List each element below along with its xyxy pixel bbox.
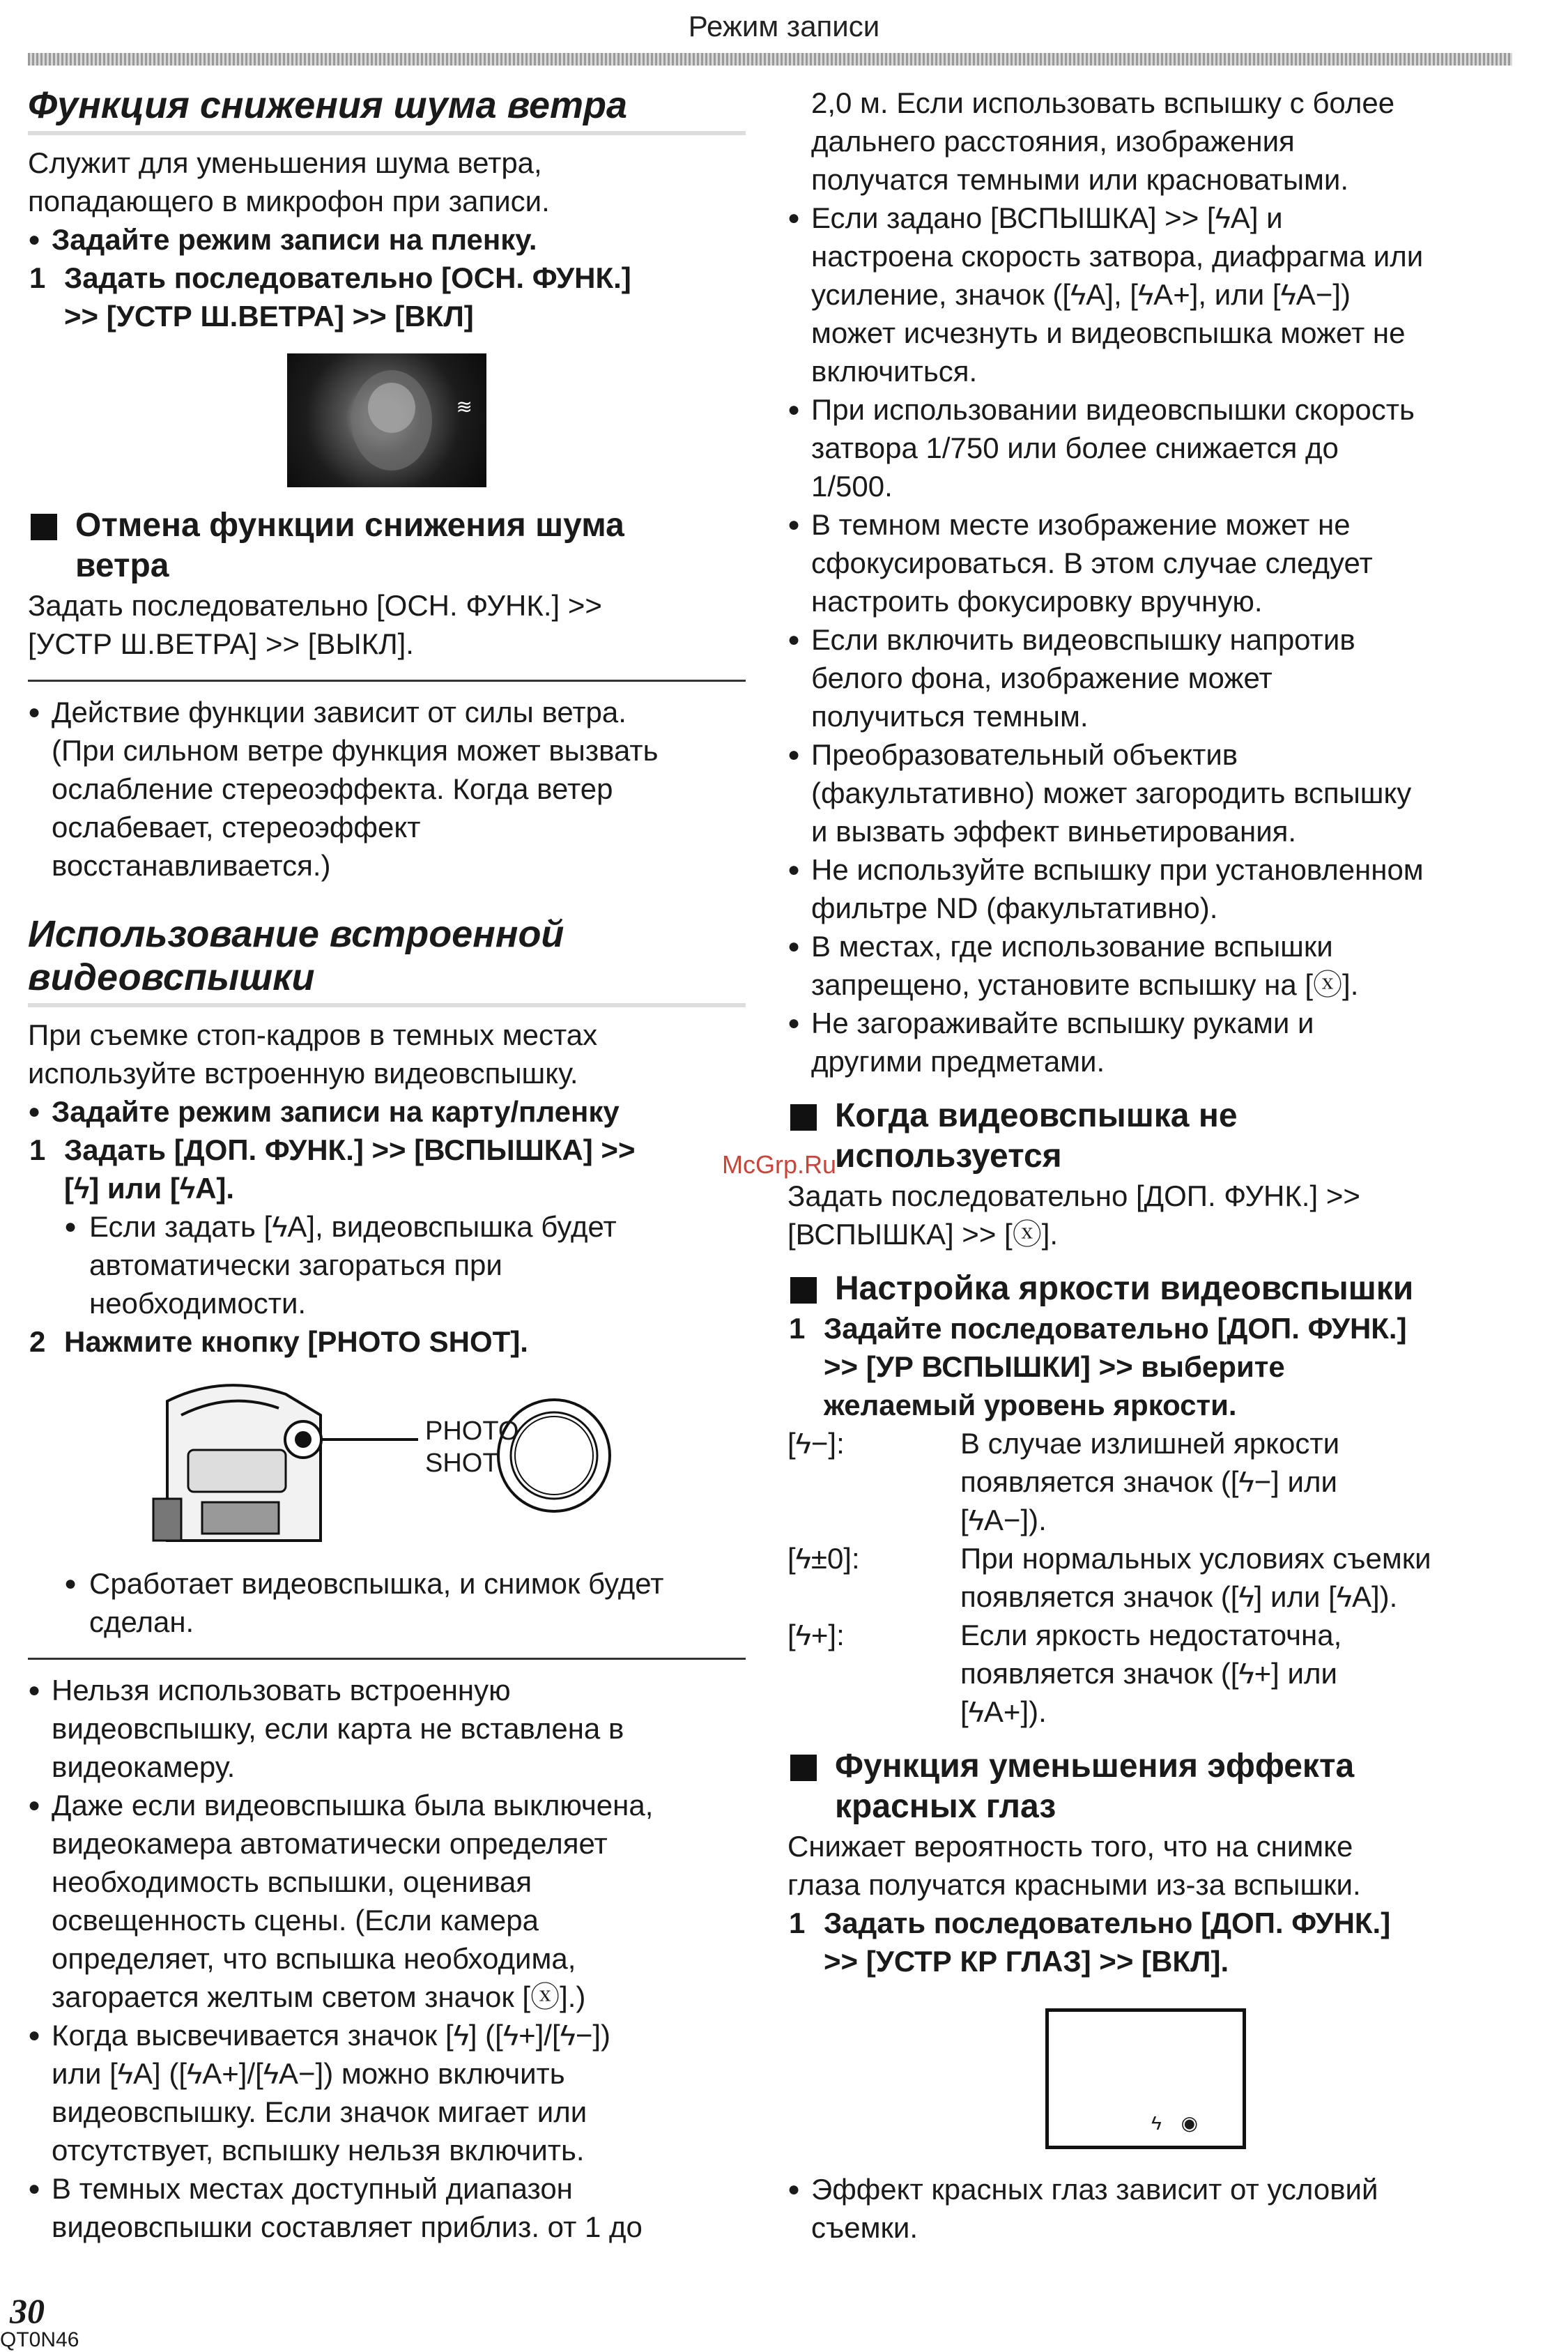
subsection-title-off-line2: используется bbox=[835, 1138, 1062, 1175]
sub-bullet: ● Если задать [ϟA], видеовспышка будет bbox=[28, 1207, 746, 1246]
note-text: получиться темным. bbox=[811, 700, 1089, 733]
left-column bbox=[28, 84, 746, 2246]
camera-drawing bbox=[28, 1373, 746, 1553]
note-text: видеокамеру. bbox=[52, 1750, 236, 1783]
camera-illustration bbox=[28, 1373, 746, 1553]
level-value: При нормальных условиях съемки появляется значок ([ϟ] или [ϟA]). bbox=[960, 1542, 1431, 1613]
level-key: [ϟ−]: bbox=[787, 1427, 845, 1460]
level-row-zero bbox=[787, 1539, 1505, 1616]
note-text: и вызвать эффект виньетирования. bbox=[811, 815, 1297, 848]
note-text: запрещено, установите вспышку на [ⓧ]. bbox=[811, 968, 1359, 1001]
paragraph: При съемке стоп-кадров в темных местах bbox=[28, 1018, 598, 1051]
paragraph: попадающего в микрофон при записи. bbox=[28, 185, 550, 217]
note-text: видеовспышку. Если значок мигает или bbox=[52, 2095, 587, 2128]
level-value: Если яркость недостаточна, появляется значок ([ϟ+] или [ϟA+]). bbox=[960, 1619, 1342, 1728]
step-text: желаемый уровень яркости. bbox=[824, 1389, 1237, 1421]
subsection-title-cancel-line2: ветра bbox=[75, 547, 169, 584]
note-text: загорается желтым светом значок [ⓧ].) bbox=[52, 1980, 586, 2013]
step-text: Задать [ДОП. ФУНК.] >> [ВСПЫШКА] >> bbox=[64, 1133, 636, 1166]
paragraph: Снижает вероятность того, что на снимке bbox=[787, 1830, 1353, 1863]
step-1 bbox=[28, 259, 746, 297]
step-text: >> [УСТР КР ГЛАЗ] >> [ВКЛ]. bbox=[824, 1945, 1229, 1978]
divider bbox=[28, 680, 746, 682]
note-bullet: ● Эффект красных глаз зависит от условий bbox=[787, 2170, 1505, 2208]
header-divider bbox=[28, 53, 1512, 66]
step-text: Задайте последовательно [ДОП. ФУНК.] bbox=[824, 1312, 1407, 1345]
paragraph: глаза получатся красными из-за вспышки. bbox=[787, 1868, 1361, 1901]
step-number: 1 bbox=[789, 1907, 806, 1939]
note-bullet: ● Даже если видеовспышка была выключена, bbox=[28, 1786, 746, 1824]
note-text: съемки. bbox=[811, 2211, 918, 2244]
note-bullet: ● Не загораживайте вспышку руками и bbox=[787, 1004, 1505, 1042]
sub-text: сделан. bbox=[89, 1605, 194, 1638]
note-text: усиление, значок ([ϟA], [ϟA+], или [ϟA−]) bbox=[811, 278, 1351, 311]
note-text: ослабление стереоэффекта. Когда ветер bbox=[52, 772, 613, 805]
level-row-plus bbox=[787, 1616, 1505, 1731]
note-bullet: ● Не используйте вспышку при установленном bbox=[787, 850, 1505, 889]
note-bullet: ● При использовании видеовспышки скорость bbox=[787, 390, 1505, 429]
step-text: >> [УСТР Ш.ВЕТРА] >> [ВКЛ] bbox=[64, 300, 474, 333]
watermark: McGrp.Ru bbox=[722, 1150, 837, 1179]
note-text: (При сильном ветре функция может вызвать bbox=[52, 734, 659, 767]
step-1 bbox=[28, 1131, 746, 1169]
note-bullet: ● В местах, где использование вспышки bbox=[787, 927, 1505, 965]
level-key: [ϟ+]: bbox=[787, 1619, 845, 1651]
note-text: определяет, что вспышка необходима, bbox=[52, 1942, 576, 1975]
document-code: QT0N46 bbox=[0, 2328, 79, 2351]
note-text: видеокамера автоматически определяет bbox=[52, 1827, 608, 1860]
step-text: >> [УР ВСПЫШКИ] >> выберите bbox=[824, 1350, 1285, 1383]
note-text: сфокусироваться. В этом случае следует bbox=[811, 547, 1373, 579]
continued-text: дальнего расстояния, изображения bbox=[811, 125, 1295, 158]
step-text: Нажмите кнопку [PHOTO SHOT]. bbox=[64, 1325, 528, 1358]
note-bullet: ● Если включить видеовспышку напротив bbox=[787, 620, 1505, 659]
note-bullet: ● Преобразовательный объектив bbox=[787, 735, 1505, 774]
note-text: видеовспышки составляет приблиз. от 1 до bbox=[52, 2210, 643, 2243]
note-bullet: ● В темных местах доступный диапазон bbox=[28, 2169, 746, 2208]
level-row-minus bbox=[787, 1424, 1505, 1539]
note-text: может исчезнуть и видеовспышка может не bbox=[811, 316, 1406, 349]
subsection-title-off: Когда видеовспышка не bbox=[787, 1096, 1505, 1136]
step-number: 1 bbox=[789, 1312, 806, 1345]
step-2 bbox=[28, 1322, 746, 1361]
level-key: [ϟ±0]: bbox=[787, 1542, 860, 1575]
note-text: настроить фокусировку вручную. bbox=[811, 585, 1263, 618]
paragraph: Задать последовательно [ДОП. ФУНК.] >> bbox=[787, 1179, 1360, 1212]
note-text: настроена скорость затвора, диафрагма или bbox=[811, 240, 1424, 273]
step-text: Задать последовательно [ДОП. ФУНК.] bbox=[824, 1907, 1391, 1939]
paragraph: Задать последовательно [ОСН. ФУНК.] >> bbox=[28, 589, 602, 622]
note-text: освещенность сцены. (Если камера bbox=[52, 1904, 539, 1937]
section-title-flash: Использование встроенной bbox=[28, 913, 564, 955]
step-number: 1 bbox=[29, 261, 46, 294]
note-text: необходимость вспышки, оценивая bbox=[52, 1865, 532, 1898]
sub-text: необходимости. bbox=[89, 1287, 307, 1320]
note-text: затвора 1/750 или более снижается до bbox=[811, 432, 1339, 464]
level-value: В случае излишней яркости появляется значок ([ϟ−] или [ϟA−]). bbox=[960, 1427, 1340, 1536]
subsection-title-redeye: Функция уменьшения эффекта bbox=[787, 1746, 1505, 1787]
note-text: фильтре ND (факультативно). bbox=[811, 892, 1218, 924]
step-1 bbox=[787, 1904, 1505, 1942]
note-text: отсутствует, вспышку нельзя включить. bbox=[52, 2134, 585, 2167]
wind-photo-figure bbox=[287, 353, 486, 487]
note-bullet: ● Когда высвечивается значок [ϟ] ([ϟ+]/[ϟ−]) bbox=[28, 2016, 746, 2054]
redeye-screen bbox=[1045, 2008, 1246, 2149]
note-text: другими предметами. bbox=[811, 1045, 1105, 1078]
step-1 bbox=[787, 1309, 1505, 1347]
section-square-icon bbox=[790, 1277, 817, 1304]
note-text: восстанавливается.) bbox=[52, 849, 331, 882]
paragraph: [УСТР Ш.ВЕТРА] >> [ВЫКЛ]. bbox=[28, 627, 414, 660]
section-square-icon bbox=[790, 1755, 817, 1781]
note-bullet: ● В темном месте изображение может не bbox=[787, 505, 1505, 544]
bullet-bold: ● Задайте режим записи на карту/пленку bbox=[28, 1092, 746, 1131]
note-text: включиться. bbox=[811, 355, 978, 388]
wind-screen-photo bbox=[287, 353, 486, 487]
continued-text: получатся темными или красноватыми. bbox=[811, 163, 1349, 196]
paragraph: [ВСПЫШКА] >> [ⓧ]. bbox=[787, 1218, 1059, 1251]
note-text: 1/500. bbox=[811, 470, 893, 503]
right-column bbox=[787, 84, 1505, 2247]
subsection-title-redeye-line2: красных глаз bbox=[835, 1788, 1056, 1825]
running-header: Режим записи bbox=[688, 10, 880, 43]
flash-redeye-icon: ϟ ◉ bbox=[1151, 2112, 1205, 2134]
note-text: (факультативно) может загородить вспышку bbox=[811, 777, 1412, 809]
step-text: Задать последовательно [ОСН. ФУНК.] bbox=[64, 261, 631, 294]
page-number: 30 bbox=[10, 2291, 45, 2330]
note-text: или [ϟA] ([ϟA+]/[ϟA−]) можно включить bbox=[52, 2057, 565, 2090]
note-text: белого фона, изображение может bbox=[811, 662, 1273, 694]
note-bullet: ● Действие функции зависит от силы ветра. bbox=[28, 693, 746, 731]
step-number: 1 bbox=[29, 1133, 46, 1166]
sub-bullet: ● Сработает видеовспышка, и снимок будет bbox=[28, 1564, 746, 1603]
note-text: ослабевает, стереоэффект bbox=[52, 811, 421, 843]
subsection-title-cancel: Отмена функции снижения шума bbox=[28, 505, 746, 546]
section-title-wind: Функция снижения шума ветра bbox=[28, 84, 746, 135]
sub-text: автоматически загораться при bbox=[89, 1248, 502, 1281]
photo-shot-label: PHOTO SHOT bbox=[425, 1416, 519, 1478]
paragraph: используйте встроенную видеовспышку. bbox=[28, 1057, 578, 1090]
paragraph: Служит для уменьшения шума ветра, bbox=[28, 146, 542, 179]
continued-text: 2,0 м. Если использовать вспышку с более bbox=[811, 86, 1395, 119]
wind-off-icon: ≋ bbox=[456, 396, 472, 418]
subsection-title-level: Настройка яркости видеовспышки bbox=[787, 1269, 1505, 1309]
note-bullet: ● Если задано [ВСПЫШКА] >> [ϟA] и bbox=[787, 199, 1505, 237]
divider bbox=[28, 1658, 746, 1660]
section-square-icon bbox=[790, 1104, 817, 1131]
section-square-icon bbox=[31, 514, 57, 540]
section-title-flash-line2: видеовспышки bbox=[28, 956, 746, 1007]
note-text: видеовспышку, если карта не вставлена в bbox=[52, 1712, 624, 1745]
note-bullet: ● Нельзя использовать встроенную bbox=[28, 1671, 746, 1709]
step-text: [ϟ] или [ϟA]. bbox=[64, 1172, 235, 1205]
bullet-bold: ● Задайте режим записи на пленку. bbox=[28, 220, 746, 259]
step-number: 2 bbox=[29, 1325, 46, 1358]
